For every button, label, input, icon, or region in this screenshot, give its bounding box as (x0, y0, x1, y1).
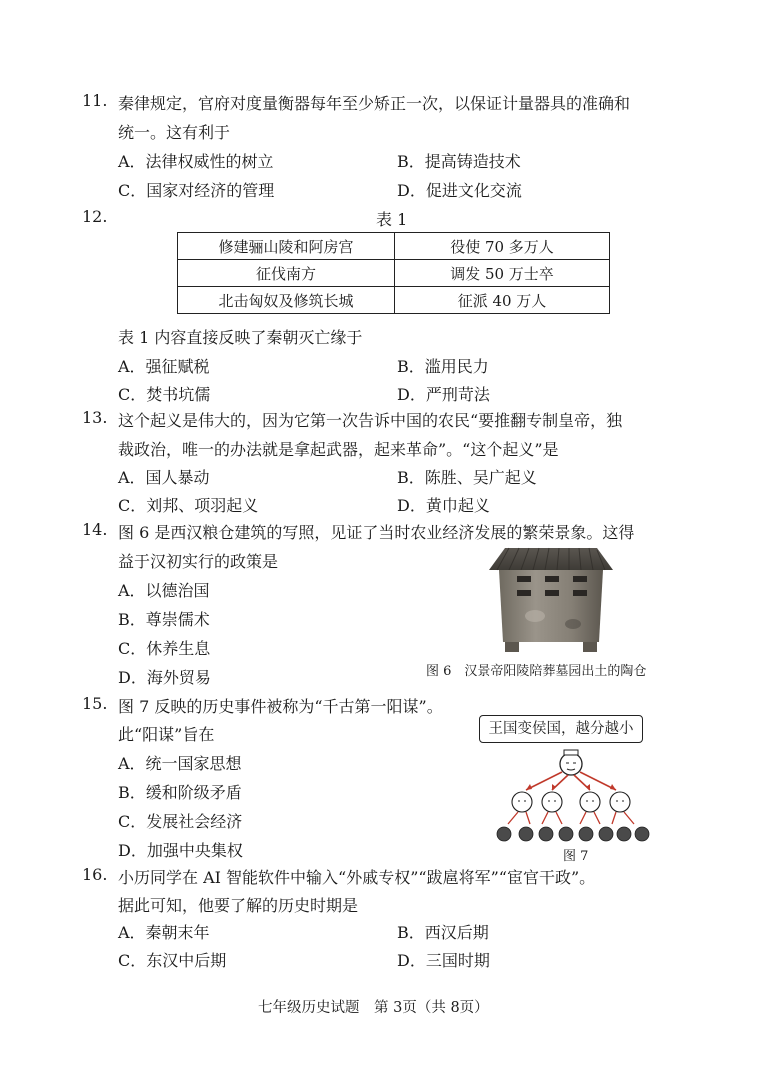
table-cell: 征伐南方 (178, 260, 395, 287)
table-cell: 役使 70 多万人 (395, 233, 610, 260)
data-table (177, 232, 610, 314)
q12-option-c: C．焚书坑儒 (118, 385, 211, 404)
q16-option-a: A．秦朝末年 (118, 923, 210, 942)
q16-number: 16. (82, 865, 108, 884)
q15-option-a: A．统一国家思想 (118, 754, 242, 773)
figure7-speech-bubble: 王国变侯国，越分越小 (479, 715, 643, 743)
q16-option-b: B．西汉后期 (397, 923, 489, 942)
q14-number: 14. (82, 520, 108, 539)
table-title: 表 1 (376, 210, 408, 229)
table-row (178, 287, 610, 314)
q12-number: 12. (82, 207, 108, 226)
figure6-caption: 图 6 汉景帝阳陵陪葬墓园出土的陶仓 (426, 664, 647, 679)
q16-stem-line2: 据此可知，他要了解的历史时期是 (118, 896, 359, 915)
table-cell: 修建骊山陵和阿房宫 (178, 233, 395, 260)
king-figure-icon (560, 750, 582, 775)
table-row (178, 233, 610, 260)
q14-option-b: B．尊崇儒术 (118, 610, 210, 629)
table-row (178, 260, 610, 287)
q13-number: 13. (82, 408, 108, 427)
q14-stem-line2: 益于汉初实行的政策是 (118, 552, 279, 571)
q16-option-c: C．东汉中后期 (118, 951, 227, 970)
q11-option-d: D．促进文化交流 (397, 181, 522, 200)
q11-option-b: B．提高铸造技术 (397, 152, 521, 171)
q15-option-b: B．缓和阶级矛盾 (118, 783, 242, 802)
q14-option-c: C．休养生息 (118, 639, 211, 658)
q16-option-d: D．三国时期 (397, 951, 490, 970)
q12-option-d: D．严刑苛法 (397, 385, 490, 404)
page-footer: 七年级历史试题 第 3页（共 8页） (258, 1000, 489, 1016)
figure7-caption: 图 7 (563, 849, 589, 864)
q13-stem-line2: 裁政治，唯一的办法就是拿起武器，起来革命”。“这个起义”是 (118, 440, 559, 459)
q11-stem-line2: 统一。这有利于 (118, 123, 231, 142)
q16-stem-line1: 小历同学在 AI 智能软件中输入“外戚专权”“跋扈将军”“宦官干政”。 (118, 868, 596, 887)
q12-stem: 表 1 内容直接反映了秦朝灭亡缘于 (118, 328, 363, 347)
q11-option-c: C．国家对经济的管理 (118, 181, 275, 200)
q11-number: 11. (82, 91, 108, 110)
q15-stem-line2: 此“阳谋”旨在 (118, 725, 215, 744)
q15-option-d: D．加强中央集权 (118, 841, 243, 860)
table-cell: 征派 40 万人 (395, 287, 610, 314)
q13-stem-line1: 这个起义是伟大的，因为它第一次告诉中国的农民“要推翻专制皇帝，独 (118, 411, 623, 430)
pottery-granary-image (487, 546, 615, 654)
q15-stem-line1: 图 7 反映的历史事件被称为“千古第一阳谋”。 (118, 697, 443, 716)
q14-stem-line1: 图 6 是西汉粮仓建筑的写照，见证了当时农业经济发展的繁荣景象。这得 (118, 523, 635, 542)
q11-stem-line1: 秦律规定，官府对度量衡器每年至少矫正一次，以保证计量器具的准确和 (118, 94, 631, 113)
q13-option-a: A．国人暴动 (118, 468, 210, 487)
q12-option-a: A．强征赋税 (118, 357, 210, 376)
q13-option-d: D．黄巾起义 (397, 496, 490, 515)
table-cell: 调发 50 万士卒 (395, 260, 610, 287)
q13-option-b: B．陈胜、吴广起义 (397, 468, 537, 487)
q14-option-d: D．海外贸易 (118, 668, 211, 687)
q12-option-b: B．滥用民力 (397, 357, 489, 376)
q11-option-a: A．法律权威性的树立 (118, 152, 274, 171)
q15-option-c: C．发展社会经济 (118, 812, 243, 831)
q13-option-c: C．刘邦、项羽起义 (118, 496, 259, 515)
q15-number: 15. (82, 694, 108, 713)
q14-option-a: A．以德治国 (118, 581, 210, 600)
division-cartoon-image (488, 742, 654, 848)
table-cell: 北击匈奴及修筑长城 (178, 287, 395, 314)
